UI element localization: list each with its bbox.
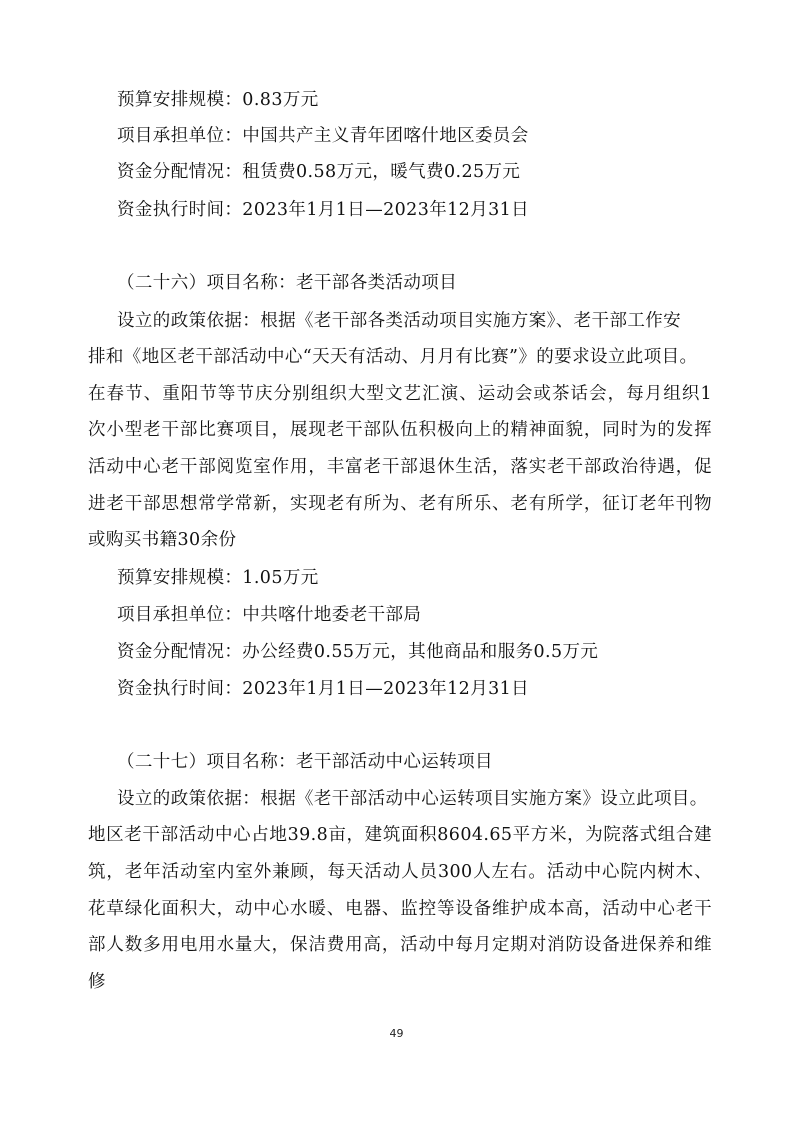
paragraph-line: 筑，老年活动室内室外兼顾，每天活动人员300人左右。活动中心院内树木、: [88, 862, 712, 882]
budget-line-26: 预算安排规模：1.05万元: [117, 568, 319, 588]
paragraph-line: 花草绿化面积大，动中心水暖、电器、监控等设备维护成本高，活动中心老干: [88, 899, 712, 919]
allocation-line-26: 资金分配情况：办公经费0.55万元，其他商品和服务0.5万元: [117, 642, 599, 662]
page-number: 49: [389, 1027, 404, 1040]
paragraph-line: 进老干部思想常学常新，实现老有所为、老有所乐、老有所学，征订老年刊物: [88, 494, 712, 514]
paragraph-line: 在春节、重阳节等节庆分别组织大型文艺汇演、运动会或茶话会，每月组织1: [88, 384, 712, 404]
period-line-26: 资金执行时间：2023年1月1日—2023年12月31日: [117, 679, 530, 699]
allocation-line-25: 资金分配情况：租赁费0.58万元，暖气费0.25万元: [117, 162, 521, 182]
paragraph-line: 活动中心老干部阅览室作用，丰富老干部退休生活，落实老干部政治待遇，促: [88, 457, 712, 477]
section-heading-26: （二十六）项目名称：老干部各类活动项目: [117, 273, 458, 293]
paragraph-line: 或购买书籍30余份: [88, 530, 237, 550]
paragraph-line: 设立的政策依据：根据《老干部各类活动项目实施方案》、老干部工作安: [117, 311, 682, 331]
paragraph-line: 排和《地区老干部活动中心“天天有活动、月月有比赛”》的要求设立此项目。: [88, 347, 698, 367]
unit-line-26: 项目承担单位：中共喀什地委老干部局: [117, 605, 422, 625]
paragraph-line: 修: [88, 972, 106, 992]
budget-line-25: 预算安排规模：0.83万元: [117, 90, 319, 110]
paragraph-line: 设立的政策依据：根据《老干部活动中心运转项目实施方案》设立此项目。: [117, 789, 708, 809]
period-line-25: 资金执行时间：2023年1月1日—2023年12月31日: [117, 200, 530, 220]
paragraph-line: 地区老干部活动中心占地39.8亩，建筑面积8604.65平方米，为院落式组合建: [88, 825, 712, 845]
unit-line-25: 项目承担单位：中国共产主义青年团喀什地区委员会: [117, 126, 529, 146]
paragraph-line: 次小型老干部比赛项目，展现老干部队伍积极向上的精神面貌，同时为的发挥: [88, 420, 712, 440]
paragraph-line: 部人数多用电用水量大，保洁费用高，活动中每月定期对消防设备进保养和维: [88, 935, 712, 955]
section-heading-27: （二十七）项目名称：老干部活动中心运转项目: [117, 752, 493, 772]
